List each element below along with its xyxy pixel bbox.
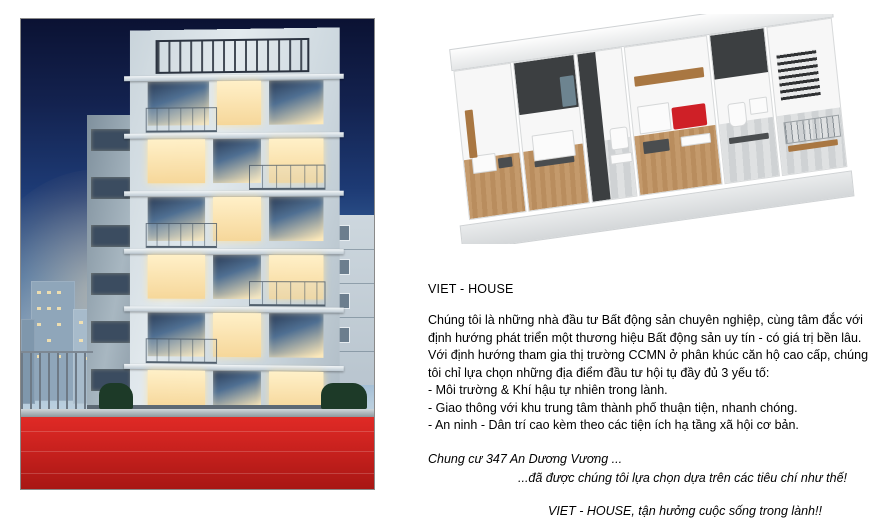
staircase	[776, 49, 820, 100]
closing-line-3: VIET - HOUSE, tận hưởng cuộc sống trong lành!!	[548, 503, 822, 518]
paragraph-line: Chúng tôi là những nhà đầu tư Bất động sản chuyên nghiệp, cùng tâm đắc với	[428, 313, 863, 327]
model-room	[624, 35, 723, 196]
closing-line-1: Chung cư 347 An Dương Vương ...	[428, 451, 623, 466]
main-apartment-tower	[130, 27, 340, 430]
balcony-railing	[146, 107, 217, 132]
red-pavement	[21, 417, 374, 489]
paragraph-line: tôi chỉ lựa chọn những địa điểm đầu tư hội tụ đầy đủ 3 yếu tố:	[428, 365, 770, 380]
paragraph-line: định hướng phát triển một thương hiệu Bất động sản uy tín - có giá trị bền lâu.	[428, 330, 862, 345]
brochure-text-block	[428, 282, 880, 521]
closing-statement	[428, 450, 880, 521]
apartment-cutaway-model-photo	[430, 14, 870, 244]
closing-line-2: ...đã được chúng tôi lựa chọn dựa trên các tiêu chí như thế!	[518, 470, 848, 485]
list-item: - Môi trường & Khí hậu tự nhiên trong lành.	[428, 383, 668, 397]
brand-title: VIET - HOUSE	[428, 282, 514, 296]
building-exterior-photo	[20, 18, 375, 490]
balcony-railing	[249, 281, 326, 306]
list-item: - Giao thông với khu trung tâm thành phố thuận tiện, nhanh chóng.	[428, 400, 798, 415]
balcony-railing	[146, 223, 217, 248]
building-side-wing	[87, 115, 135, 425]
red-sofa	[671, 103, 707, 130]
balcony-railing	[249, 165, 326, 190]
criteria-list	[428, 382, 880, 435]
shrub	[321, 383, 367, 409]
shrub	[99, 383, 133, 409]
list-item: - An ninh - Dân trí cao kèm theo các tiện ích hạ tầng xã hội cơ bản.	[428, 418, 799, 432]
roof-pergola	[156, 38, 310, 74]
curb	[21, 409, 374, 417]
intro-paragraph	[428, 312, 880, 382]
balcony-railing	[146, 338, 217, 364]
street-fence	[21, 351, 93, 409]
paragraph-line: Với định hướng tham gia thị trường CCMN ở phân khúc căn hộ cao cấp, chúng	[428, 348, 869, 362]
model-room	[766, 18, 847, 176]
model-body	[441, 14, 859, 244]
